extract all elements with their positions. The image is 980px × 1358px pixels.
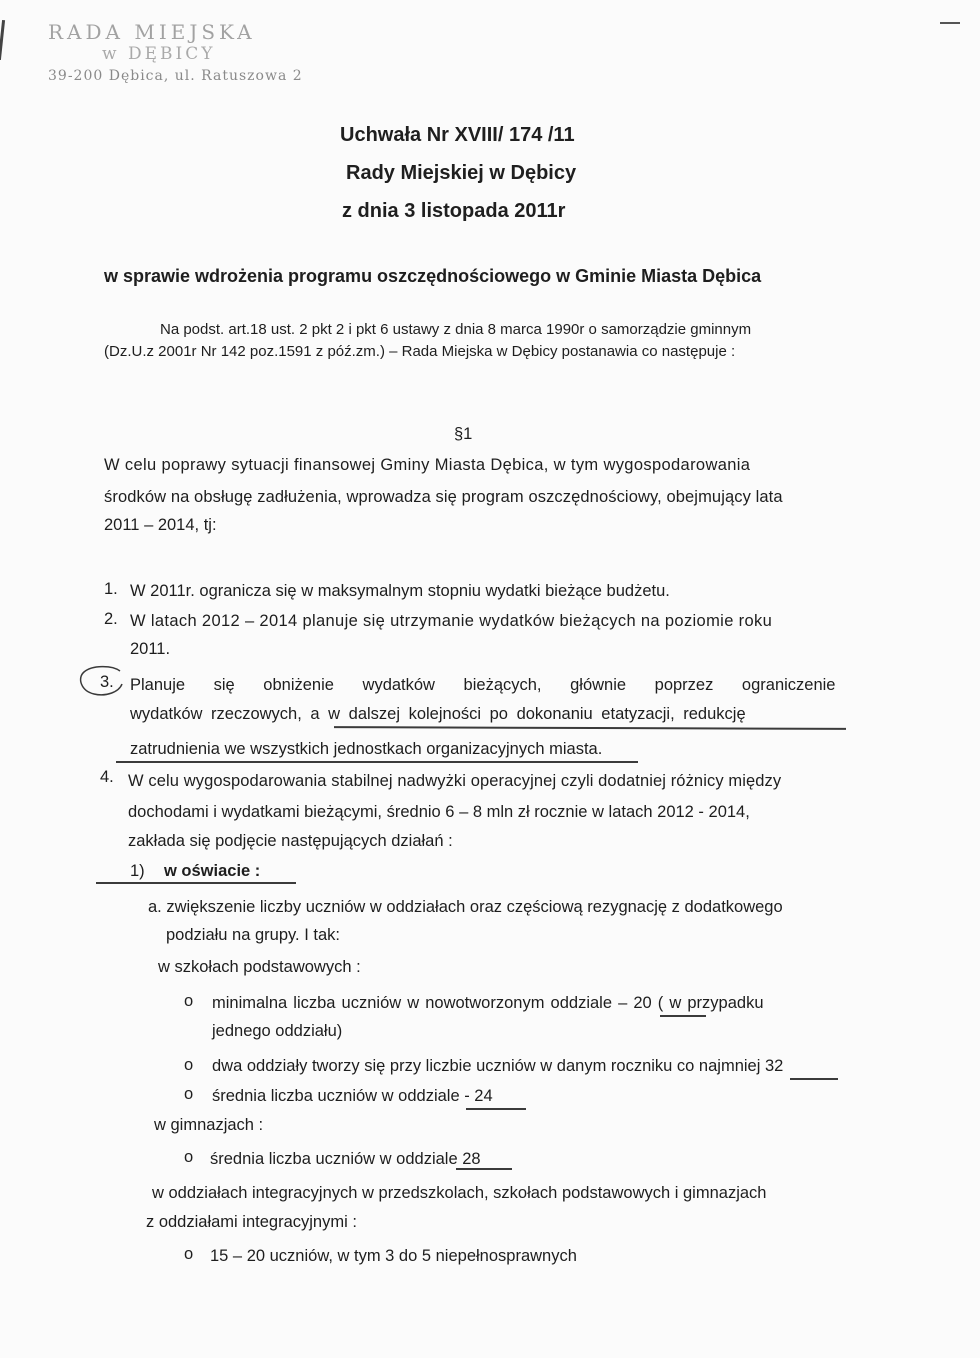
intro-line-1: W celu poprawy sytuacji finansowej Gminy Miasta Dębica, w tym wygospodarowania <box>104 456 751 474</box>
item-1-number: 1. <box>104 580 118 598</box>
item-3-number: 3. <box>100 673 114 691</box>
legal-basis-line-1: Na podst. art.18 ust. 2 pkt 2 i pkt 6 ustawy z dnia 8 marca 1990r o samorządzie gminnym <box>160 321 752 338</box>
item-4-line-1: W celu wygospodarowania stabilnej nadwyżki operacyjnej czyli dodatniej różnicy między <box>128 772 782 790</box>
resolution-subject: w sprawie wdrożenia programu oszczędnościowego w Gminie Miasta Dębica <box>104 266 762 286</box>
sub-1-number: 1) <box>130 862 145 880</box>
primary-bullet-2-text: dwa oddziały tworzy się przy liczbie uczniów w danym roczniku co najmniej 32 <box>212 1057 784 1075</box>
gymnasium-label: w gimnazjach : <box>154 1116 264 1134</box>
point-a-line-1: a. zwiększenie liczby uczniów w oddziałach oraz częściową rezygnację z dodatkowego <box>148 898 783 916</box>
item-3-line-3: zatrudnienia we wszystkich jednostkach organizacyjnych miasta. <box>130 740 603 758</box>
stamp-line-3: 39-200 Dębica, ul. Ratuszowa 2 <box>48 68 303 84</box>
scan-edge-mark <box>0 20 5 60</box>
sub-1-label: w oświacie : <box>164 862 261 880</box>
item-2-line-2: 2011. <box>130 640 171 658</box>
underline-28 <box>456 1168 512 1170</box>
item-4-line-2: dochodami i wydatkami bieżącymi, średnio 6 – 8 mln zł rocznie w latach 2012 - 2014, <box>128 803 750 821</box>
bullet-4-icon: o <box>184 1148 194 1166</box>
item-1-text: W 2011r. ogranicza się w maksymalnym stopniu wydatki bieżące budżetu. <box>130 582 670 600</box>
underline-24 <box>466 1108 526 1110</box>
bullet-5-icon: o <box>184 1245 194 1263</box>
underline-etatyzacja <box>334 726 846 729</box>
gym-bullet-1-text: średnia liczba uczniów w oddziale 28 <box>210 1150 481 1168</box>
underline-32 <box>790 1078 838 1080</box>
primary-bullet-1-line-2: jednego oddziału) <box>212 1022 343 1040</box>
point-a-line-2: podziału na grupy. I tak: <box>166 926 340 944</box>
resolution-date: z dnia 3 listopada 2011r <box>342 200 566 222</box>
primary-bullet-3-text: średnia liczba uczniów w oddziale - 24 <box>212 1087 493 1105</box>
item-4-line-3: zakłada się podjęcie następujących działań : <box>128 832 453 850</box>
item-4-number: 4. <box>100 768 114 786</box>
primary-bullet-1-line-1: minimalna liczba uczniów w nowotworzonym oddziale – 20 ( w przypadku <box>212 994 764 1012</box>
council-stamp <box>46 16 303 86</box>
item-2-number: 2. <box>104 610 118 628</box>
resolution-number: Uchwała Nr XVIII/ 174 /11 <box>340 124 575 146</box>
stamp-line-2: w DĘBICY <box>102 44 216 64</box>
council-name: Rady Miejskiej w Dębicy <box>346 162 577 184</box>
item-3-line-1: Planuje się obniżenie wydatków bieżących, głównie poprzez ograniczenie <box>130 676 836 694</box>
section-heading: §1 <box>454 425 473 443</box>
primary-schools-label: w szkołach podstawowych : <box>158 958 361 976</box>
scan-corner-mark <box>940 22 960 24</box>
underline-oswiata <box>96 882 296 884</box>
integration-line-2: z oddziałami integracyjnymi : <box>146 1213 357 1231</box>
stamp-line-1: RADA MIEJSKA <box>48 20 256 44</box>
bullet-3-icon: o <box>184 1085 194 1103</box>
integration-line-1: w oddziałach integracyjnych w przedszkolach, szkołach podstawowych i gimnazjach <box>152 1184 767 1202</box>
item-2-line-1: W latach 2012 – 2014 planuje się utrzymanie wydatków bieżących na poziomie roku <box>130 612 773 630</box>
bullet-2-icon: o <box>184 1056 194 1074</box>
intro-line-3: 2011 – 2014, tj: <box>104 516 217 534</box>
legal-basis-line-2: (Dz.U.z 2001r Nr 142 poz.1591 z póź.zm.) – Rada Miejska w Dębicy postanawia co następuje : <box>104 343 736 360</box>
underline-zatrudnienie <box>116 761 638 763</box>
intro-line-2: środków na obsługę zadłużenia, wprowadza się program oszczędnościowy, obejmujący lata <box>104 488 783 506</box>
underline-20 <box>660 1015 706 1017</box>
bullet-1-icon: o <box>184 992 194 1010</box>
integration-bullet-1-text: 15 – 20 uczniów, w tym 3 do 5 niepełnosprawnych <box>210 1247 577 1265</box>
item-3-line-2: wydatków rzeczowych, a w dalszej kolejności po dokonaniu etatyzacji, redukcję <box>130 705 746 723</box>
